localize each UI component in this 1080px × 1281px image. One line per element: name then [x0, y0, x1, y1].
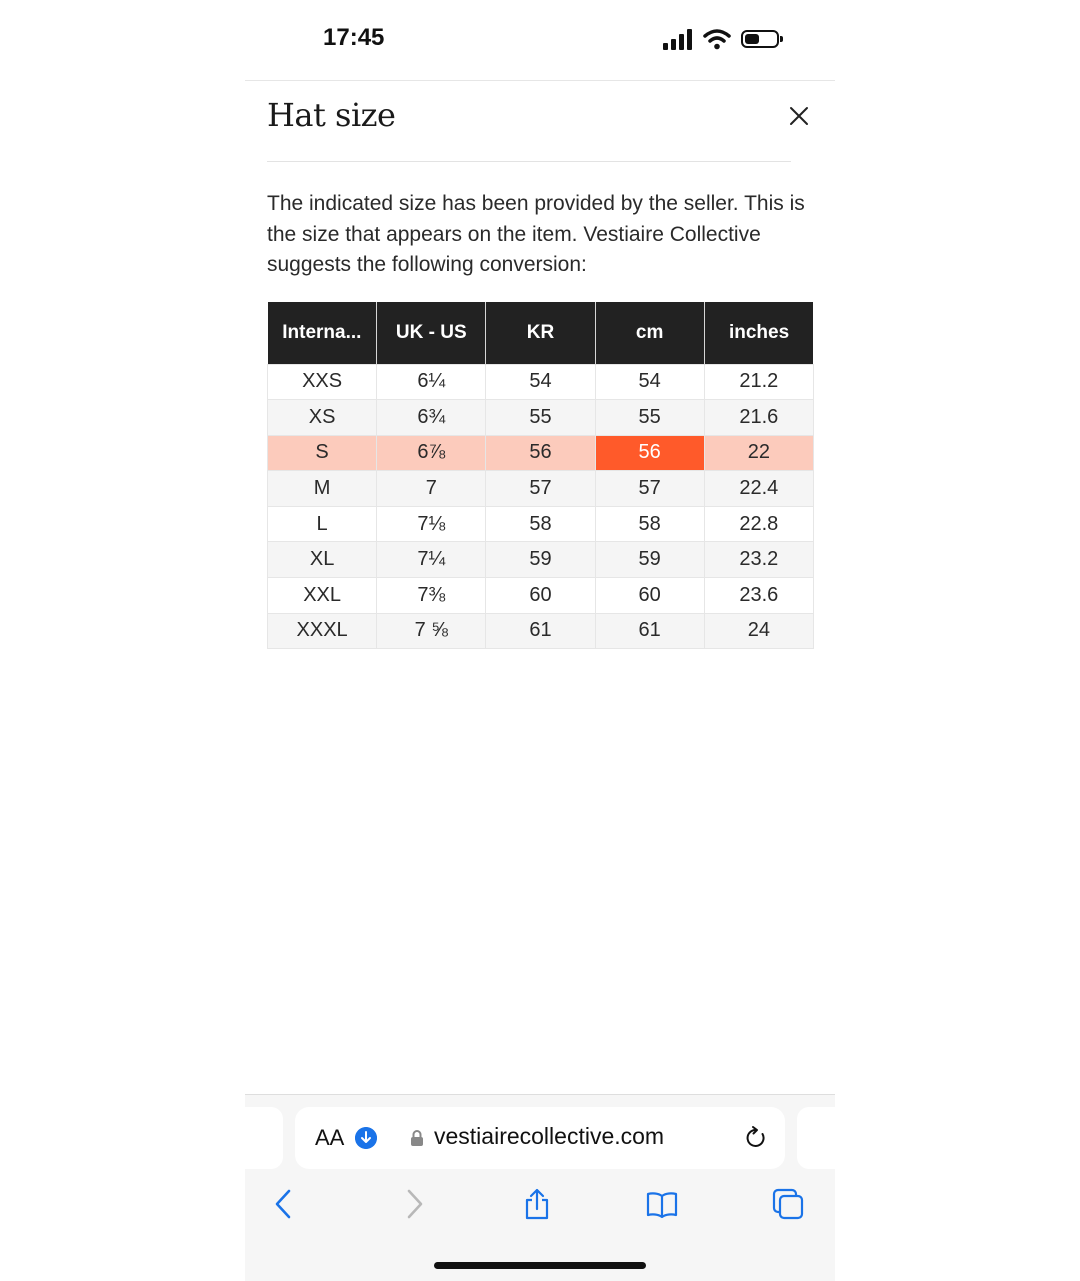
- header-kr: KR: [486, 302, 595, 364]
- cell-inches: 22.8: [704, 506, 813, 542]
- cell-kr: 56: [486, 435, 595, 471]
- table-row: [268, 471, 814, 507]
- cell-cm-highlighted: 56: [595, 435, 704, 471]
- address-bar[interactable]: [295, 1107, 785, 1169]
- table-row: [268, 613, 814, 649]
- cell-inches: 23.2: [704, 542, 813, 578]
- cell-inches: 22.4: [704, 471, 813, 507]
- cell-international: XXL: [268, 578, 377, 614]
- cell-kr: 58: [486, 506, 595, 542]
- cellular-signal-icon: [663, 28, 695, 50]
- table-row-selected: [268, 435, 814, 471]
- cell-inches: 21.6: [704, 400, 813, 436]
- cell-kr: 59: [486, 542, 595, 578]
- table-row: [268, 400, 814, 436]
- cell-cm: 57: [595, 471, 704, 507]
- cell-cm: 55: [595, 400, 704, 436]
- cell-international: XXS: [268, 364, 377, 400]
- download-icon[interactable]: [355, 1127, 377, 1149]
- cell-uk-us: 7¼: [377, 542, 486, 578]
- battery-icon: [741, 30, 779, 48]
- cell-international: L: [268, 506, 377, 542]
- cell-uk-us: 6¼: [377, 364, 486, 400]
- table-row: [268, 542, 814, 578]
- url-text[interactable]: vestiairecollective.com: [434, 1123, 665, 1149]
- table-row: [268, 364, 814, 400]
- share-icon[interactable]: [521, 1188, 553, 1220]
- modal-title: Hat size: [267, 96, 396, 134]
- cell-uk-us: 6¾: [377, 400, 486, 436]
- reload-icon[interactable]: [743, 1125, 769, 1151]
- cell-cm: 61: [595, 613, 704, 649]
- size-conversion-table: [267, 302, 814, 649]
- cell-international: XL: [268, 542, 377, 578]
- cell-uk-us: 7 ⅝: [377, 613, 486, 649]
- table-header-row: [268, 302, 814, 364]
- bookmarks-icon[interactable]: [646, 1188, 678, 1220]
- cell-cm: 59: [595, 542, 704, 578]
- size-description: The indicated size has been provided by the seller. This is the size that appears on the item. Vestiaire Collective suggests the following conversion:: [267, 192, 805, 276]
- header-uk-us: UK - US: [377, 302, 486, 364]
- cell-inches: 22: [704, 435, 813, 471]
- table-row: [268, 578, 814, 614]
- cell-inches: 21.2: [704, 364, 813, 400]
- close-icon[interactable]: [787, 104, 811, 128]
- cell-uk-us: 7⅛: [377, 506, 486, 542]
- cell-international: XXXL: [268, 613, 377, 649]
- lock-icon: [410, 1129, 424, 1147]
- cell-international: XS: [268, 400, 377, 436]
- cell-international: M: [268, 471, 377, 507]
- previous-tab-preview[interactable]: [245, 1107, 283, 1169]
- forward-icon[interactable]: [397, 1188, 429, 1220]
- header-international: Interna...: [268, 302, 377, 364]
- cell-cm: 58: [595, 506, 704, 542]
- cell-kr: 55: [486, 400, 595, 436]
- table-row: [268, 506, 814, 542]
- top-divider: [245, 80, 835, 81]
- next-tab-preview[interactable]: [797, 1107, 835, 1169]
- cell-kr: 60: [486, 578, 595, 614]
- header-inches: inches: [704, 302, 813, 364]
- cell-uk-us: 7⅜: [377, 578, 486, 614]
- header-cm: cm: [595, 302, 704, 364]
- phone-screen: [245, 0, 835, 1280]
- status-time: 17:45: [323, 24, 385, 51]
- page-settings-button[interactable]: AA: [315, 1125, 345, 1150]
- cell-uk-us: 7: [377, 471, 486, 507]
- cell-uk-us: 6⅞: [377, 435, 486, 471]
- tabs-icon[interactable]: [772, 1188, 804, 1220]
- cell-cm: 60: [595, 578, 704, 614]
- cell-cm: 54: [595, 364, 704, 400]
- home-indicator: [434, 1262, 646, 1269]
- cell-inches: 23.6: [704, 578, 813, 614]
- cell-kr: 61: [486, 613, 595, 649]
- cell-kr: 57: [486, 471, 595, 507]
- cell-international: S: [268, 435, 377, 471]
- header-divider: [267, 161, 791, 162]
- wifi-icon: [703, 28, 731, 50]
- back-icon[interactable]: [269, 1188, 301, 1220]
- cell-kr: 54: [486, 364, 595, 400]
- cell-inches: 24: [704, 613, 813, 649]
